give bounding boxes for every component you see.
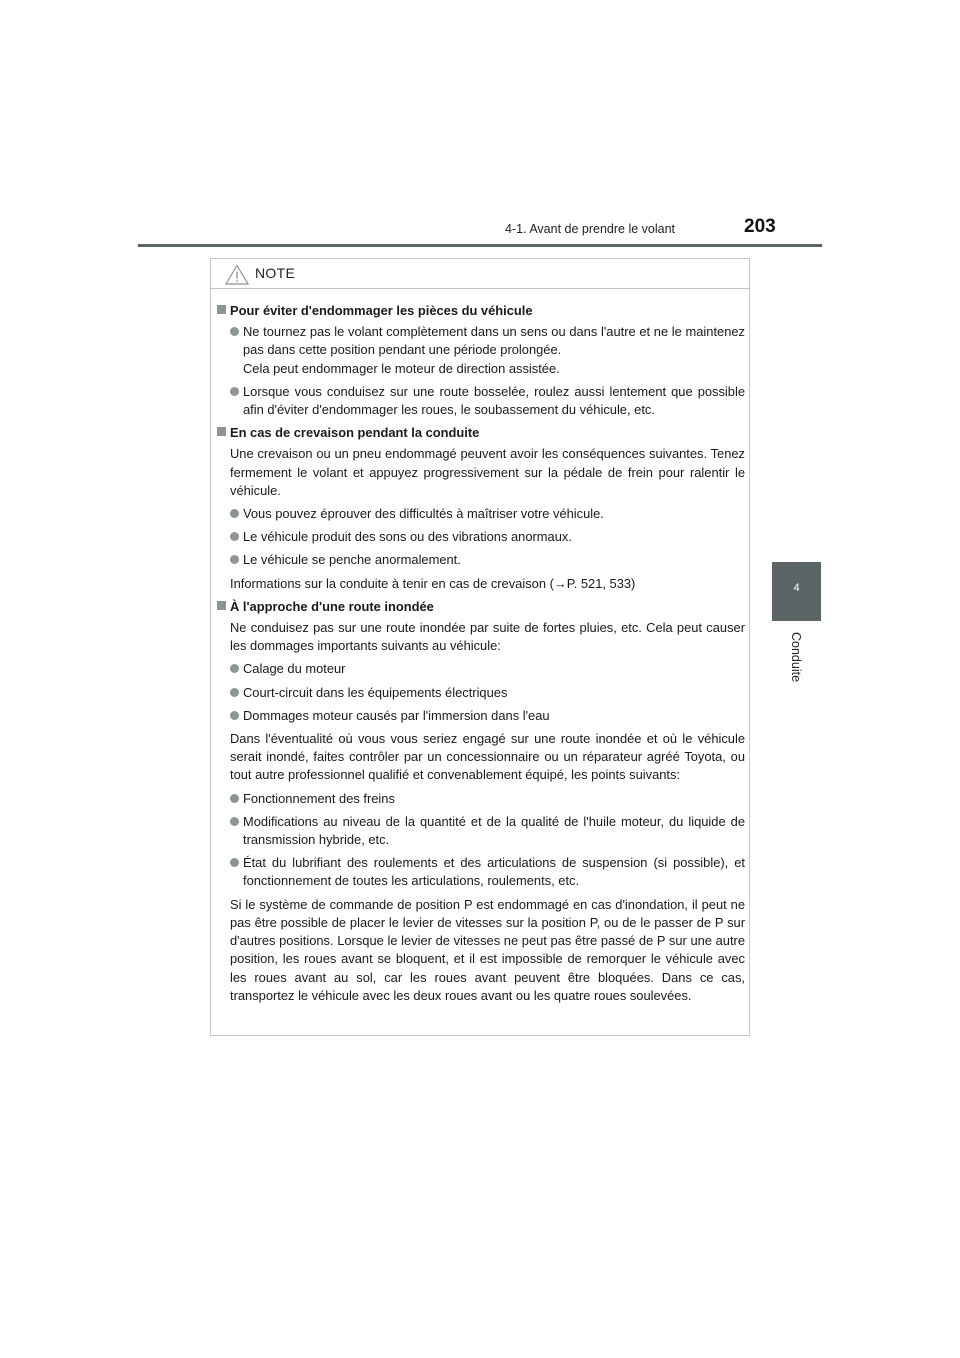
section-square-marker bbox=[217, 305, 226, 314]
bullet-text: Court-circuit dans les équipements électriques bbox=[243, 684, 508, 700]
page-number: 203 bbox=[744, 216, 776, 237]
bullet-text: Lorsque vous conduisez sur une route bosselée, roulez aussi lentement que possible afin d'éviter d'endommager les roues, le soubassement du véhicule, etc. bbox=[243, 383, 745, 418]
bullet-dot bbox=[230, 532, 239, 541]
bullet-text: Le véhicule produit des sons ou des vibrations anormaux. bbox=[243, 529, 572, 545]
note-header bbox=[211, 259, 749, 289]
bullet-dot bbox=[230, 817, 239, 826]
paragraph: Dans l'éventualité où vous vous seriez engagé sur une route inondée et où le véhicule serait inondé, faites contrôler par un concessionnaire ou un réparateur agréé Toyota, ou tout autre professionnel qualifié et convenablement équipé, les points suivants: bbox=[230, 731, 745, 783]
bullet-text: Le véhicule se penche anormalement. bbox=[243, 552, 461, 568]
list-item bbox=[230, 707, 745, 725]
list-item bbox=[230, 505, 745, 523]
bullet-text: Ne tournez pas le volant complètement dans un sens ou dans l'autre et ne le maintenez pas dans cette position pendant une période prolongée. bbox=[243, 324, 745, 358]
note-body bbox=[217, 299, 745, 1010]
note-section-2 bbox=[217, 424, 745, 593]
list-item bbox=[230, 790, 745, 808]
bullet-dot bbox=[230, 664, 239, 673]
bullet-dot bbox=[230, 711, 239, 720]
section-title: En cas de crevaison pendant la conduite bbox=[230, 425, 480, 441]
bullet-dot bbox=[230, 688, 239, 697]
bullet-text: État du lubrifiant des roulements et des articulations de suspension (si possible), et fonctionnement de toutes les articulations, roulements, etc. bbox=[243, 855, 745, 889]
bullet-text: Dommages moteur causés par l'immersion dans l'eau bbox=[243, 707, 550, 723]
header-rule bbox=[138, 244, 822, 247]
warning-triangle-icon bbox=[225, 264, 249, 285]
header-section-title: 4-1. Avant de prendre le volant bbox=[505, 222, 676, 236]
bullet-text: Modifications au niveau de la quantité et de la qualité de l'huile moteur, du liquide de transmission hybride, etc. bbox=[243, 813, 745, 848]
list-item bbox=[230, 854, 745, 890]
section-square-marker bbox=[217, 601, 226, 610]
cross-reference-link[interactable]: Informations sur la conduite à tenir en cas de crevaison (→P. 521, 533) bbox=[230, 575, 636, 591]
list-item bbox=[230, 813, 745, 849]
note-title: NOTE bbox=[255, 265, 296, 281]
chapter-label: Conduite bbox=[789, 632, 803, 683]
paragraph: Si le système de commande de position P est endommagé en cas d'inondation, il peut ne pas être possible de placer le levier de vitesses sur la position P, ou de le passer de P sur d'autres positions. Lorsque le levier de vitesses ne peut pas être passé de P sur une autre position, les roues avant se bloquent, et il est impossible de remorquer le véhicule avec les roues avant au sol, car les roues avant peuvent être bloquées. Dans ce cas, transportez le véhicule avec les deux roues avant ou les quatre roues soulevées. bbox=[230, 896, 745, 1003]
note-section-3 bbox=[217, 598, 745, 1005]
bullet-dot bbox=[230, 387, 239, 396]
paragraph: Ne conduisez pas sur une route inondée par suite de fortes pluies, etc. Cela peut causer les dommages importants suivants au véhicule: bbox=[230, 620, 745, 654]
note-section-1 bbox=[217, 302, 745, 419]
note-box bbox=[210, 258, 750, 1036]
paragraph: Une crevaison ou un pneu endommagé peuvent avoir les conséquences suivantes. Tenez fermement le volant et appuyez progressivement sur la pédale de frein pour ralentir le véhicule. bbox=[230, 446, 745, 498]
bullet-dot bbox=[230, 858, 239, 867]
bullet-dot bbox=[230, 794, 239, 803]
section-title: Pour éviter d'endommager les pièces du véhicule bbox=[230, 303, 533, 318]
list-item bbox=[230, 551, 745, 569]
bullet-text: Vous pouvez éprouver des difficultés à maîtriser votre véhicule. bbox=[243, 506, 604, 522]
bullet-extra-text: Cela peut endommager le moteur de direction assistée. bbox=[243, 360, 560, 376]
bullet-dot bbox=[230, 509, 239, 518]
list-item bbox=[230, 323, 745, 378]
chapter-tab: 4 bbox=[772, 562, 821, 621]
list-item bbox=[230, 383, 745, 419]
section-title: À l'approche d'une route inondée bbox=[230, 598, 434, 614]
section-square-marker bbox=[217, 427, 226, 436]
list-item bbox=[230, 528, 745, 546]
bullet-text: Calage du moteur bbox=[243, 661, 346, 677]
bullet-dot bbox=[230, 555, 239, 564]
list-item bbox=[230, 684, 745, 702]
bullet-text: Fonctionnement des freins bbox=[243, 790, 395, 806]
bullet-dot bbox=[230, 327, 239, 336]
list-item bbox=[230, 660, 745, 678]
